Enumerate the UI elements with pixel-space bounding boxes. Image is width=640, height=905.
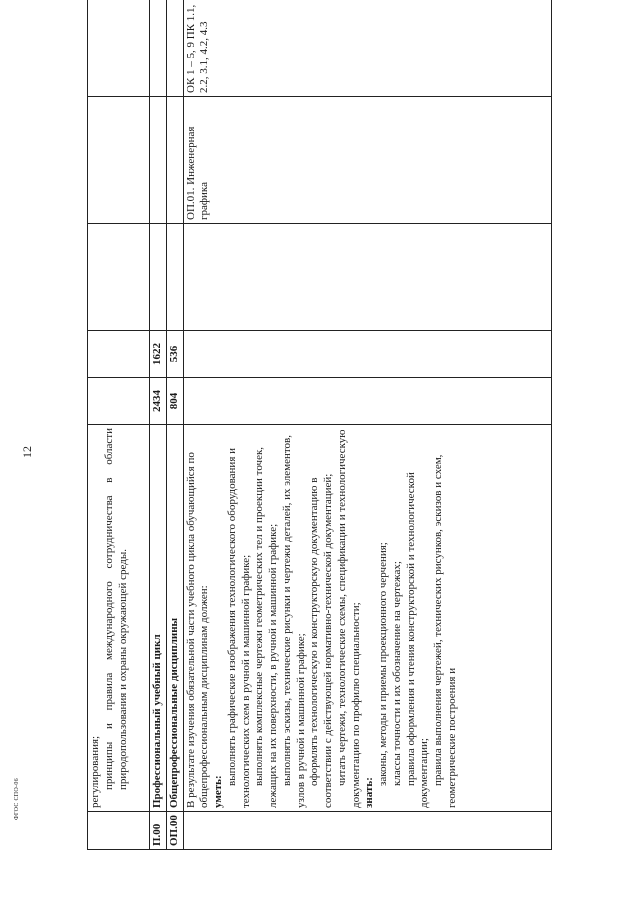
cell-code-empty: [88, 812, 150, 850]
cell-empty: [183, 331, 552, 378]
cycle-name: Профессиональный учебный цикл: [150, 425, 167, 812]
cell-empty: [150, 224, 167, 331]
cycle-class-hours: 1622: [150, 331, 167, 378]
umet-item: выполнять комплексные чертежи геометрических тел и проекции точек, лежащих на их поверхности, в ручной и машинной графике;: [253, 446, 279, 808]
cell-empty: [166, 97, 183, 224]
cycle-max-hours: 2434: [150, 378, 167, 425]
cell-empty: [88, 0, 150, 97]
footer-code: ФГОС СПО-06: [14, 778, 20, 820]
table-row-general-professional: [166, 0, 183, 850]
umet-item: читать чертежи, технологические схемы, спецификации и технологическую документацию по профилю специальности;: [335, 429, 362, 808]
table-row-continuation: [88, 0, 150, 850]
continuation-line-1: регулирования;: [89, 735, 101, 808]
cell-continuation-text: [88, 425, 150, 812]
general-prof-name: Общепрофессиональные дисциплины: [166, 425, 183, 812]
page-number: 12: [20, 446, 34, 458]
cell-empty: [88, 97, 150, 224]
curriculum-table: [87, 0, 552, 850]
discipline-competencies: ОК 1 – 5, 9 ПК 1.1, 2.2, 3.1, 4.2, 4.3: [183, 0, 552, 97]
cell-empty: [88, 224, 150, 331]
cell-empty: [88, 331, 150, 378]
znat-item: классы точности и их обозначение на чертежах;: [390, 561, 403, 786]
cell-empty: [166, 224, 183, 331]
umet-label: уметь:: [212, 775, 224, 808]
cell-empty: [150, 97, 167, 224]
cell-empty: [183, 378, 552, 425]
cycle-code: П.00: [150, 812, 167, 850]
discipline-intro: В результате изучения обязательной части учебного цикла обучающийся по общепрофессиональным дисциплинам должен:: [184, 452, 211, 808]
umet-item: выполнять эскизы, технические рисунки и чертежи деталей, их элементов, узлов в ручной и машинной графике;: [280, 434, 307, 808]
general-prof-class-hours: 536: [166, 331, 183, 378]
znat-item: законы, методы и приемы проекционного черчения;: [377, 542, 389, 786]
cell-empty: [88, 378, 150, 425]
discipline-description: [183, 425, 552, 812]
umet-item: оформлять технологическую и конструкторскую документацию в соответствии с действующей нормативно-технической документацией;: [308, 473, 334, 808]
continuation-line-2: принципы и правила международного сотрудничества в области природопользования и охраны окружающей среды.: [102, 428, 129, 790]
cell-empty: [183, 224, 552, 331]
cell-empty: [183, 812, 552, 850]
umet-item: выполнять графические изображения технологического оборудования и технологических схем в ручной и машинной графике;: [225, 447, 252, 808]
znat-label: знать:: [363, 777, 376, 808]
cell-empty: [150, 0, 167, 97]
general-prof-max-hours: 804: [166, 378, 183, 425]
znat-item: правила выполнения чертежей, технических рисунков, эскизов и схем, геометрические построения и: [432, 454, 458, 808]
rotated-table-container: [87, 4, 552, 850]
table-row-discipline: [183, 0, 552, 850]
general-prof-code: ОП.00: [166, 812, 183, 850]
table-row-professional-cycle: [150, 0, 167, 850]
cell-empty: [166, 0, 183, 97]
znat-item: правила оформления и чтения конструкторской и технологической документации;: [404, 472, 431, 808]
discipline-name: ОП.01. Инженерная графика: [183, 97, 552, 224]
